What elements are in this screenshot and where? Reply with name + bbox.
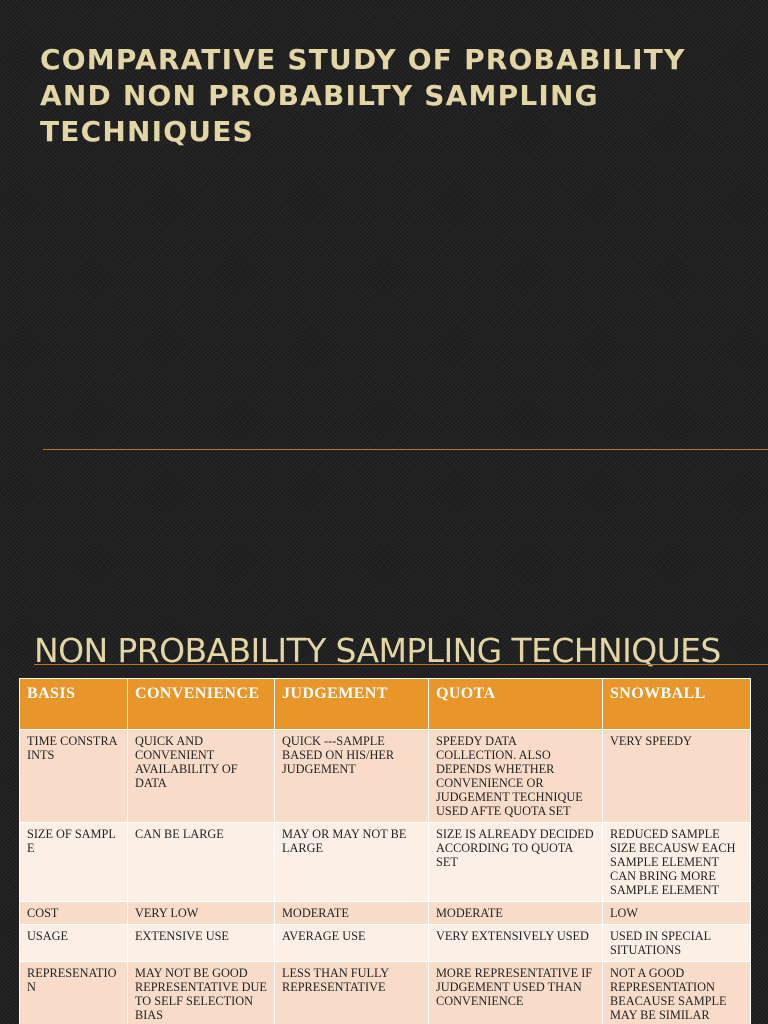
title-underline — [34, 664, 768, 665]
cell-judgement: MAY OR MAY NOT BE LARGE — [275, 823, 429, 902]
header-quota: QUOTA — [429, 679, 603, 730]
cell-judgement: LESS THAN FULLY REPRESENTATIVE — [275, 962, 429, 1024]
table-header-row — [20, 679, 751, 730]
header-convenience: CONVENIENCE — [128, 679, 275, 730]
cell-snowball: USED IN SPECIAL SITUATIONS — [603, 925, 751, 962]
cell-quota: MODERATE — [429, 902, 603, 925]
cell-convenience: MAY NOT BE GOOD REPRESENTATIVE DUE TO SELF SELECTION BIAS — [128, 962, 275, 1024]
cell-snowball: NOT A GOOD REPRESENTATION BEACAUSE SAMPLE MAY BE SIMILAR — [603, 962, 751, 1024]
cell-snowball: LOW — [603, 902, 751, 925]
table-row-size-of-sample — [20, 823, 751, 902]
cell-judgement: MODERATE — [275, 902, 429, 925]
cell-basis: SIZE OF SAMPLE — [20, 823, 128, 902]
cell-basis: COST — [20, 902, 128, 925]
comparison-table-container — [19, 678, 750, 1024]
cell-convenience: CAN BE LARGE — [128, 823, 275, 902]
cell-convenience: VERY LOW — [128, 902, 275, 925]
header-basis: BASIS — [20, 679, 128, 730]
cell-basis: USAGE — [20, 925, 128, 962]
cell-quota: MORE REPRESENTATIVE IF JUDGEMENT USED THAN CONVENIENCE — [429, 962, 603, 1024]
slide-divider — [43, 449, 768, 450]
comparison-table — [19, 678, 751, 1024]
cell-quota: SPEEDY DATA COLLECTION. ALSO DEPENDS WHETHER CONVENIENCE OR JUDGEMENT TECHNIQUE USED AFTE QUOTA SET — [429, 730, 603, 823]
cell-quota: SIZE IS ALREADY DECIDED ACCORDING TO QUOTA SET — [429, 823, 603, 902]
table-row-time-constraints — [20, 730, 751, 823]
table-row-representation — [20, 962, 751, 1024]
cell-snowball: REDUCED SAMPLE SIZE BECAUSW EACH SAMPLE ELEMENT CAN BRING MORE SAMPLE ELEMENT — [603, 823, 751, 902]
header-judgement: JUDGEMENT — [275, 679, 429, 730]
cell-judgement: QUICK ---SAMPLE BASED ON HIS/HER JUDGEMENT — [275, 730, 429, 823]
cell-quota: VERY EXTENSIVELY USED — [429, 925, 603, 962]
cell-basis: TIME CONSTRAINTS — [20, 730, 128, 823]
cell-snowball: VERY SPEEDY — [603, 730, 751, 823]
cell-convenience: QUICK AND CONVENIENT AVAILABILITY OF DATA — [128, 730, 275, 823]
table-slide-title: NON PROBABILITY SAMPLING TECHNIQUES — [34, 631, 721, 670]
header-snowball: SNOWBALL — [603, 679, 751, 730]
table-row-usage — [20, 925, 751, 962]
slide-title: COMPARATIVE STUDY OF PROBABILITY AND NON PROBABILTY SAMPLING TECHNIQUES — [40, 43, 686, 148]
cell-convenience: EXTENSIVE USE — [128, 925, 275, 962]
table-row-cost — [20, 902, 751, 925]
cell-judgement: AVERAGE USE — [275, 925, 429, 962]
cell-basis: REPRESENATION — [20, 962, 128, 1024]
